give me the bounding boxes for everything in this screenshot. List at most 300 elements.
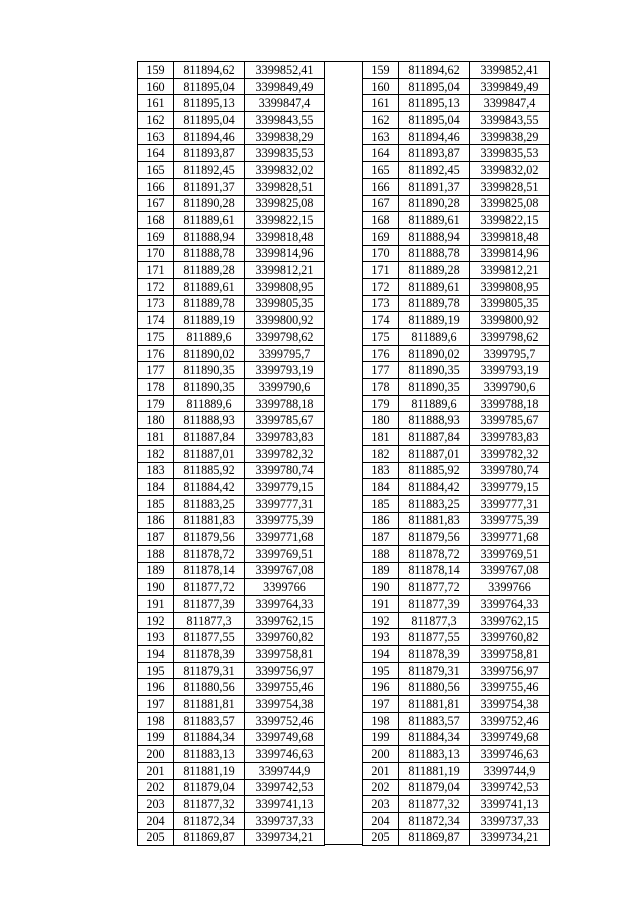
table-row <box>138 362 325 379</box>
point-number-cell: 204 <box>138 812 174 829</box>
x-coordinate-cell: 811889,28 <box>174 262 245 279</box>
table-row <box>363 562 550 579</box>
point-number-cell: 191 <box>363 596 399 613</box>
table-row <box>138 178 325 195</box>
y-coordinate-cell: 3399814,96 <box>470 245 550 262</box>
x-coordinate-cell: 811888,78 <box>399 245 470 262</box>
table-row <box>138 696 325 713</box>
y-coordinate-cell: 3399835,53 <box>245 145 325 162</box>
y-coordinate-cell: 3399764,33 <box>470 596 550 613</box>
y-coordinate-cell: 3399795,7 <box>470 345 550 362</box>
point-number-cell: 188 <box>363 545 399 562</box>
point-number-cell: 180 <box>363 412 399 429</box>
x-coordinate-cell: 811877,3 <box>174 612 245 629</box>
x-coordinate-cell: 811890,35 <box>399 362 470 379</box>
x-coordinate-cell: 811883,25 <box>399 495 470 512</box>
table-row <box>363 629 550 646</box>
x-coordinate-cell: 811889,61 <box>399 212 470 229</box>
y-coordinate-cell: 3399746,63 <box>470 746 550 763</box>
y-coordinate-cell: 3399818,48 <box>245 228 325 245</box>
point-number-cell: 165 <box>363 162 399 179</box>
point-number-cell: 177 <box>363 362 399 379</box>
point-number-cell: 187 <box>363 529 399 546</box>
y-coordinate-cell: 3399843,55 <box>245 112 325 129</box>
y-coordinate-cell: 3399852,41 <box>470 62 550 79</box>
x-coordinate-cell: 811890,02 <box>399 345 470 362</box>
table-row <box>363 412 550 429</box>
point-number-cell: 166 <box>363 178 399 195</box>
table-row <box>138 445 325 462</box>
table-row <box>363 329 550 346</box>
y-coordinate-cell: 3399814,96 <box>245 245 325 262</box>
point-number-cell: 182 <box>138 445 174 462</box>
x-coordinate-cell: 811889,6 <box>399 329 470 346</box>
y-coordinate-cell: 3399749,68 <box>245 729 325 746</box>
y-coordinate-cell: 3399754,38 <box>245 696 325 713</box>
point-number-cell: 161 <box>363 95 399 112</box>
table-row <box>363 278 550 295</box>
y-coordinate-cell: 3399822,15 <box>245 212 325 229</box>
point-number-cell: 205 <box>363 829 399 846</box>
table-row <box>363 345 550 362</box>
table-row <box>363 812 550 829</box>
point-number-cell: 199 <box>138 729 174 746</box>
point-number-cell: 181 <box>138 429 174 446</box>
table-row <box>138 729 325 746</box>
point-number-cell: 189 <box>363 562 399 579</box>
table-row <box>138 345 325 362</box>
table-row <box>363 212 550 229</box>
table-row <box>138 629 325 646</box>
x-coordinate-cell: 811879,31 <box>399 662 470 679</box>
y-coordinate-cell: 3399780,74 <box>470 462 550 479</box>
x-coordinate-cell: 811881,83 <box>174 512 245 529</box>
point-number-cell: 176 <box>363 345 399 362</box>
point-number-cell: 186 <box>138 512 174 529</box>
x-coordinate-cell: 811878,39 <box>399 646 470 663</box>
y-coordinate-cell: 3399825,08 <box>470 195 550 212</box>
table-row <box>138 262 325 279</box>
table-row <box>138 812 325 829</box>
table-row <box>138 462 325 479</box>
y-coordinate-cell: 3399838,29 <box>470 128 550 145</box>
point-number-cell: 183 <box>363 462 399 479</box>
point-number-cell: 180 <box>138 412 174 429</box>
y-coordinate-cell: 3399838,29 <box>245 128 325 145</box>
table-row <box>138 746 325 763</box>
x-coordinate-cell: 811881,81 <box>174 696 245 713</box>
table-row <box>363 429 550 446</box>
y-coordinate-cell: 3399760,82 <box>245 629 325 646</box>
x-coordinate-cell: 811883,57 <box>399 712 470 729</box>
y-coordinate-cell: 3399788,18 <box>245 395 325 412</box>
y-coordinate-cell: 3399758,81 <box>245 646 325 663</box>
point-number-cell: 182 <box>363 445 399 462</box>
table-row <box>363 178 550 195</box>
x-coordinate-cell: 811877,39 <box>399 596 470 613</box>
table-row <box>138 612 325 629</box>
x-coordinate-cell: 811877,32 <box>399 796 470 813</box>
y-coordinate-cell: 3399760,82 <box>470 629 550 646</box>
column-gap-divider <box>325 61 362 845</box>
y-coordinate-cell: 3399762,15 <box>470 612 550 629</box>
point-number-cell: 170 <box>138 245 174 262</box>
y-coordinate-cell: 3399798,62 <box>245 329 325 346</box>
point-number-cell: 191 <box>138 596 174 613</box>
table-row <box>363 529 550 546</box>
x-coordinate-cell: 811890,35 <box>174 379 245 396</box>
table-row <box>138 646 325 663</box>
x-coordinate-cell: 811878,14 <box>399 562 470 579</box>
point-number-cell: 197 <box>363 696 399 713</box>
x-coordinate-cell: 811889,78 <box>399 295 470 312</box>
x-coordinate-cell: 811877,72 <box>174 579 245 596</box>
point-number-cell: 193 <box>138 629 174 646</box>
point-number-cell: 190 <box>138 579 174 596</box>
y-coordinate-cell: 3399752,46 <box>470 712 550 729</box>
point-number-cell: 189 <box>138 562 174 579</box>
table-row <box>138 212 325 229</box>
table-row <box>363 712 550 729</box>
y-coordinate-cell: 3399746,63 <box>245 746 325 763</box>
y-coordinate-cell: 3399798,62 <box>470 329 550 346</box>
y-coordinate-cell: 3399805,35 <box>245 295 325 312</box>
table-row <box>363 462 550 479</box>
point-number-cell: 164 <box>363 145 399 162</box>
x-coordinate-cell: 811889,61 <box>174 278 245 295</box>
table-row <box>138 829 325 846</box>
x-coordinate-cell: 811892,45 <box>399 162 470 179</box>
point-number-cell: 187 <box>138 529 174 546</box>
point-number-cell: 173 <box>363 295 399 312</box>
point-number-cell: 200 <box>363 746 399 763</box>
point-number-cell: 194 <box>363 646 399 663</box>
y-coordinate-cell: 3399790,6 <box>245 379 325 396</box>
point-number-cell: 161 <box>138 95 174 112</box>
x-coordinate-cell: 811890,28 <box>399 195 470 212</box>
table-row <box>138 312 325 329</box>
point-number-cell: 173 <box>138 295 174 312</box>
x-coordinate-cell: 811889,6 <box>174 395 245 412</box>
point-number-cell: 198 <box>138 712 174 729</box>
y-coordinate-cell: 3399835,53 <box>470 145 550 162</box>
y-coordinate-cell: 3399755,46 <box>245 679 325 696</box>
x-coordinate-cell: 811889,78 <box>174 295 245 312</box>
table-row <box>138 779 325 796</box>
x-coordinate-cell: 811895,13 <box>174 95 245 112</box>
y-coordinate-cell: 3399769,51 <box>470 545 550 562</box>
table-row <box>363 95 550 112</box>
table-row <box>363 312 550 329</box>
point-number-cell: 185 <box>363 495 399 512</box>
point-number-cell: 184 <box>363 479 399 496</box>
y-coordinate-cell: 3399766 <box>245 579 325 596</box>
x-coordinate-cell: 811877,32 <box>174 796 245 813</box>
table-row <box>363 596 550 613</box>
y-coordinate-cell: 3399771,68 <box>245 529 325 546</box>
x-coordinate-cell: 811887,01 <box>174 445 245 462</box>
point-number-cell: 163 <box>138 128 174 145</box>
table-row <box>363 195 550 212</box>
y-coordinate-cell: 3399780,74 <box>245 462 325 479</box>
point-number-cell: 177 <box>138 362 174 379</box>
point-number-cell: 164 <box>138 145 174 162</box>
x-coordinate-cell: 811889,6 <box>174 329 245 346</box>
table-row <box>138 145 325 162</box>
point-number-cell: 172 <box>138 278 174 295</box>
y-coordinate-cell: 3399800,92 <box>470 312 550 329</box>
y-coordinate-cell: 3399779,15 <box>470 479 550 496</box>
point-number-cell: 194 <box>138 646 174 663</box>
y-coordinate-cell: 3399847,4 <box>470 95 550 112</box>
table-row <box>363 829 550 846</box>
point-number-cell: 160 <box>363 78 399 95</box>
x-coordinate-cell: 811877,3 <box>399 612 470 629</box>
point-number-cell: 175 <box>363 329 399 346</box>
table-row <box>363 479 550 496</box>
y-coordinate-cell: 3399785,67 <box>245 412 325 429</box>
x-coordinate-cell: 811894,62 <box>174 62 245 79</box>
x-coordinate-cell: 811887,84 <box>174 429 245 446</box>
x-coordinate-cell: 811889,19 <box>174 312 245 329</box>
table-row <box>363 646 550 663</box>
x-coordinate-cell: 811884,34 <box>399 729 470 746</box>
point-number-cell: 174 <box>138 312 174 329</box>
x-coordinate-cell: 811895,04 <box>174 112 245 129</box>
point-number-cell: 186 <box>363 512 399 529</box>
y-coordinate-cell: 3399808,95 <box>470 278 550 295</box>
point-number-cell: 176 <box>138 345 174 362</box>
y-coordinate-cell: 3399775,39 <box>470 512 550 529</box>
x-coordinate-cell: 811891,37 <box>399 178 470 195</box>
x-coordinate-cell: 811877,55 <box>399 629 470 646</box>
y-coordinate-cell: 3399793,19 <box>470 362 550 379</box>
point-number-cell: 192 <box>363 612 399 629</box>
x-coordinate-cell: 811894,46 <box>174 128 245 145</box>
point-number-cell: 201 <box>363 762 399 779</box>
y-coordinate-cell: 3399849,49 <box>245 78 325 95</box>
x-coordinate-cell: 811890,35 <box>399 379 470 396</box>
point-number-cell: 203 <box>138 796 174 813</box>
y-coordinate-cell: 3399779,15 <box>245 479 325 496</box>
table-row <box>138 329 325 346</box>
point-number-cell: 167 <box>138 195 174 212</box>
x-coordinate-cell: 811893,87 <box>399 145 470 162</box>
y-coordinate-cell: 3399782,32 <box>245 445 325 462</box>
table-row <box>138 95 325 112</box>
y-coordinate-cell: 3399782,32 <box>470 445 550 462</box>
x-coordinate-cell: 811885,92 <box>399 462 470 479</box>
point-number-cell: 168 <box>138 212 174 229</box>
y-coordinate-cell: 3399793,19 <box>245 362 325 379</box>
table-row <box>363 245 550 262</box>
x-coordinate-cell: 811894,46 <box>399 128 470 145</box>
y-coordinate-cell: 3399777,31 <box>245 495 325 512</box>
x-coordinate-cell: 811880,56 <box>399 679 470 696</box>
point-number-cell: 169 <box>138 228 174 245</box>
point-number-cell: 201 <box>138 762 174 779</box>
y-coordinate-cell: 3399737,33 <box>470 812 550 829</box>
point-number-cell: 159 <box>138 62 174 79</box>
x-coordinate-cell: 811889,19 <box>399 312 470 329</box>
x-coordinate-cell: 811888,94 <box>174 228 245 245</box>
y-coordinate-cell: 3399832,02 <box>470 162 550 179</box>
table-row <box>363 729 550 746</box>
x-coordinate-cell: 811892,45 <box>174 162 245 179</box>
x-coordinate-cell: 811872,34 <box>399 812 470 829</box>
x-coordinate-cell: 811884,34 <box>174 729 245 746</box>
y-coordinate-cell: 3399764,33 <box>245 596 325 613</box>
y-coordinate-cell: 3399767,08 <box>470 562 550 579</box>
table-row <box>363 128 550 145</box>
table-row <box>363 62 550 79</box>
table-row <box>138 579 325 596</box>
table-row <box>363 612 550 629</box>
table-row <box>138 62 325 79</box>
y-coordinate-cell: 3399795,7 <box>245 345 325 362</box>
table-row <box>363 545 550 562</box>
y-coordinate-cell: 3399758,81 <box>470 646 550 663</box>
table-row <box>363 379 550 396</box>
point-number-cell: 163 <box>363 128 399 145</box>
x-coordinate-cell: 811889,61 <box>174 212 245 229</box>
y-coordinate-cell: 3399832,02 <box>245 162 325 179</box>
point-number-cell: 195 <box>138 662 174 679</box>
point-number-cell: 185 <box>138 495 174 512</box>
point-number-cell: 178 <box>363 379 399 396</box>
point-number-cell: 167 <box>363 195 399 212</box>
x-coordinate-cell: 811888,78 <box>174 245 245 262</box>
x-coordinate-cell: 811878,14 <box>174 562 245 579</box>
x-coordinate-cell: 811879,56 <box>174 529 245 546</box>
point-number-cell: 202 <box>138 779 174 796</box>
table-row <box>138 662 325 679</box>
y-coordinate-cell: 3399800,92 <box>245 312 325 329</box>
x-coordinate-cell: 811895,04 <box>399 78 470 95</box>
point-number-cell: 199 <box>363 729 399 746</box>
x-coordinate-cell: 811887,01 <box>399 445 470 462</box>
point-number-cell: 193 <box>363 629 399 646</box>
table-row <box>138 228 325 245</box>
x-coordinate-cell: 811884,42 <box>399 479 470 496</box>
y-coordinate-cell: 3399755,46 <box>470 679 550 696</box>
table-row <box>138 562 325 579</box>
table-row <box>138 495 325 512</box>
x-coordinate-cell: 811883,13 <box>399 746 470 763</box>
y-coordinate-cell: 3399744,9 <box>245 762 325 779</box>
x-coordinate-cell: 811872,34 <box>174 812 245 829</box>
point-number-cell: 160 <box>138 78 174 95</box>
point-number-cell: 169 <box>363 228 399 245</box>
y-coordinate-cell: 3399849,49 <box>470 78 550 95</box>
table-row <box>138 529 325 546</box>
y-coordinate-cell: 3399762,15 <box>245 612 325 629</box>
x-coordinate-cell: 811877,72 <box>399 579 470 596</box>
y-coordinate-cell: 3399771,68 <box>470 529 550 546</box>
table-row <box>138 112 325 129</box>
coordinate-table-left <box>137 61 325 846</box>
table-row <box>363 579 550 596</box>
y-coordinate-cell: 3399775,39 <box>245 512 325 529</box>
table-row <box>138 512 325 529</box>
table-row <box>363 112 550 129</box>
table-row <box>138 479 325 496</box>
table-row <box>138 128 325 145</box>
table-row <box>138 412 325 429</box>
point-number-cell: 204 <box>363 812 399 829</box>
coordinate-table-right <box>362 61 550 846</box>
table-row <box>363 78 550 95</box>
y-coordinate-cell: 3399825,08 <box>245 195 325 212</box>
point-number-cell: 179 <box>138 395 174 412</box>
x-coordinate-cell: 811895,13 <box>399 95 470 112</box>
point-number-cell: 181 <box>363 429 399 446</box>
table-row <box>138 796 325 813</box>
y-coordinate-cell: 3399752,46 <box>245 712 325 729</box>
point-number-cell: 171 <box>138 262 174 279</box>
x-coordinate-cell: 811881,81 <box>399 696 470 713</box>
x-coordinate-cell: 811881,83 <box>399 512 470 529</box>
x-coordinate-cell: 811895,04 <box>174 78 245 95</box>
x-coordinate-cell: 811888,93 <box>174 412 245 429</box>
x-coordinate-cell: 811889,6 <box>399 395 470 412</box>
x-coordinate-cell: 811881,19 <box>174 762 245 779</box>
x-coordinate-cell: 811879,04 <box>174 779 245 796</box>
y-coordinate-cell: 3399828,51 <box>470 178 550 195</box>
point-number-cell: 183 <box>138 462 174 479</box>
table-row <box>138 429 325 446</box>
y-coordinate-cell: 3399822,15 <box>470 212 550 229</box>
table-row <box>363 295 550 312</box>
point-number-cell: 172 <box>363 278 399 295</box>
x-coordinate-cell: 811877,39 <box>174 596 245 613</box>
x-coordinate-cell: 811890,28 <box>174 195 245 212</box>
y-coordinate-cell: 3399818,48 <box>470 228 550 245</box>
y-coordinate-cell: 3399788,18 <box>470 395 550 412</box>
table-row <box>363 662 550 679</box>
table-row <box>363 512 550 529</box>
x-coordinate-cell: 811877,55 <box>174 629 245 646</box>
table-row <box>138 545 325 562</box>
table-row <box>363 796 550 813</box>
y-coordinate-cell: 3399766 <box>470 579 550 596</box>
x-coordinate-cell: 811883,25 <box>174 495 245 512</box>
x-coordinate-cell: 811878,72 <box>174 545 245 562</box>
point-number-cell: 179 <box>363 395 399 412</box>
point-number-cell: 162 <box>363 112 399 129</box>
table-row <box>138 395 325 412</box>
point-number-cell: 197 <box>138 696 174 713</box>
point-number-cell: 170 <box>363 245 399 262</box>
table-row <box>138 245 325 262</box>
table-row <box>363 495 550 512</box>
y-coordinate-cell: 3399737,33 <box>245 812 325 829</box>
point-number-cell: 198 <box>363 712 399 729</box>
y-coordinate-cell: 3399734,21 <box>245 829 325 846</box>
x-coordinate-cell: 811894,62 <box>399 62 470 79</box>
point-number-cell: 190 <box>363 579 399 596</box>
table-row <box>363 162 550 179</box>
x-coordinate-cell: 811880,56 <box>174 679 245 696</box>
x-coordinate-cell: 811889,61 <box>399 278 470 295</box>
point-number-cell: 171 <box>363 262 399 279</box>
x-coordinate-cell: 811869,87 <box>399 829 470 846</box>
table-row <box>363 746 550 763</box>
x-coordinate-cell: 811869,87 <box>174 829 245 846</box>
table-row <box>138 278 325 295</box>
point-number-cell: 162 <box>138 112 174 129</box>
x-coordinate-cell: 811889,28 <box>399 262 470 279</box>
